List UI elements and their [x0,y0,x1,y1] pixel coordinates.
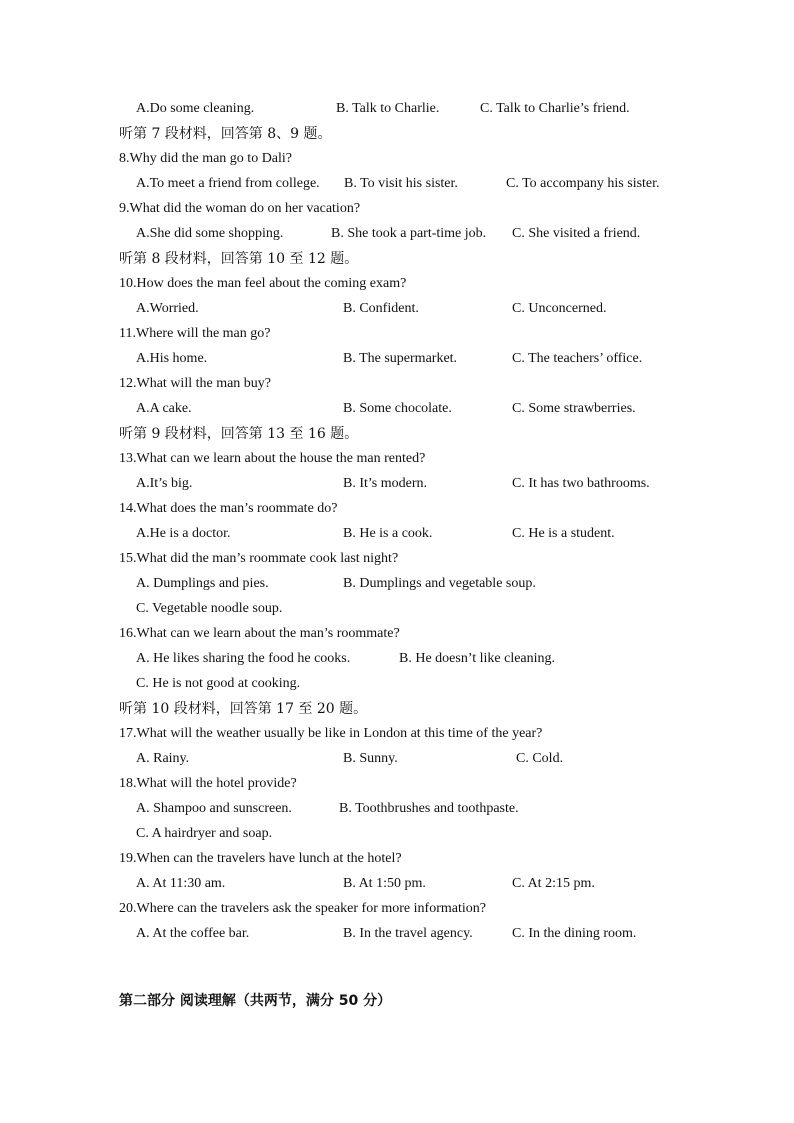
answer-option: A. Rainy. [136,751,190,766]
answer-option: C. Cold. [516,751,564,766]
question-stem: 19.When can the travelers have lunch at the hotel? [119,851,402,866]
answer-option: A.His home. [136,351,208,366]
answer-option: B. To visit his sister. [344,176,458,191]
answer-option: A. Shampoo and sunscreen. [136,801,292,816]
question-stem: 16.What can we learn about the man’s roommate? [119,626,400,641]
answer-option: C. It has two bathrooms. [512,476,650,491]
answer-option: A. At 11:30 am. [136,876,226,891]
answer-option: A.Worried. [136,301,199,316]
section-instruction: 听第 10 段材料，回答第 17 至 20 题。 [119,701,368,717]
answer-option: A. Dumplings and pies. [136,576,269,591]
answer-option: C. He is a student. [512,526,615,541]
answer-option: C. Unconcerned. [512,301,607,316]
answer-option: A.It’s big. [136,476,193,491]
section-instruction: 听第 7 段材料，回答第 8、9 题。 [119,126,332,142]
answer-option: A.She did some shopping. [136,226,284,241]
answer-option: A. He likes sharing the food he cooks. [136,651,351,666]
answer-option: C. Talk to Charlie’s friend. [480,101,630,116]
question-stem: 14.What does the man’s roommate do? [119,501,338,516]
answer-option: B. It’s modern. [343,476,427,491]
answer-option: B. In the travel agency. [343,926,473,941]
answer-option: C. She visited a friend. [512,226,641,241]
answer-option: B. Dumplings and vegetable soup. [343,576,536,591]
question-stem: 8.Why did the man go to Dali? [119,151,293,166]
answer-option: A.To meet a friend from college. [136,176,320,191]
question-stem: 18.What will the hotel provide? [119,776,297,791]
answer-option: B. Toothbrushes and toothpaste. [339,801,519,816]
part-two-heading: 第二部分 阅读理解（共两节，满分 50 分） [119,993,392,1009]
answer-option: C. A hairdryer and soap. [136,826,273,841]
answer-option: C. He is not good at cooking. [136,676,301,691]
answer-option: B. The supermarket. [343,351,458,366]
answer-option: B. At 1:50 pm. [343,876,426,891]
question-stem: 9.What did the woman do on her vacation? [119,201,361,216]
question-stem: 12.What will the man buy? [119,376,272,391]
question-stem: 15.What did the man’s roommate cook last night? [119,551,399,566]
answer-option: C. The teachers’ office. [512,351,643,366]
question-stem: 17.What will the weather usually be like in London at this time of the year? [119,726,543,741]
question-stem: 20.Where can the travelers ask the speaker for more information? [119,901,486,916]
answer-option: C. In the dining room. [512,926,637,941]
answer-option: B. Talk to Charlie. [336,101,440,116]
answer-option: C. To accompany his sister. [506,176,660,191]
answer-option: A.Do some cleaning. [136,101,255,116]
answer-option: B. Confident. [343,301,419,316]
answer-option: B. Sunny. [343,751,398,766]
answer-option: B. She took a part-time job. [331,226,487,241]
answer-option: A. At the coffee bar. [136,926,250,941]
question-stem: 10.How does the man feel about the coming exam? [119,276,407,291]
answer-option: A.He is a doctor. [136,526,231,541]
answer-option: B. He doesn’t like cleaning. [399,651,556,666]
answer-option: B. Some chocolate. [343,401,452,416]
answer-option: C. At 2:15 pm. [512,876,595,891]
answer-option: C. Vegetable noodle soup. [136,601,283,616]
section-instruction: 听第 8 段材料，回答第 10 至 12 题。 [119,251,359,267]
section-instruction: 听第 9 段材料，回答第 13 至 16 题。 [119,426,359,442]
question-stem: 13.What can we learn about the house the man rented? [119,451,426,466]
answer-option: B. He is a cook. [343,526,433,541]
question-stem: 11.Where will the man go? [119,326,271,341]
answer-option: A.A cake. [136,401,192,416]
answer-option: C. Some strawberries. [512,401,636,416]
